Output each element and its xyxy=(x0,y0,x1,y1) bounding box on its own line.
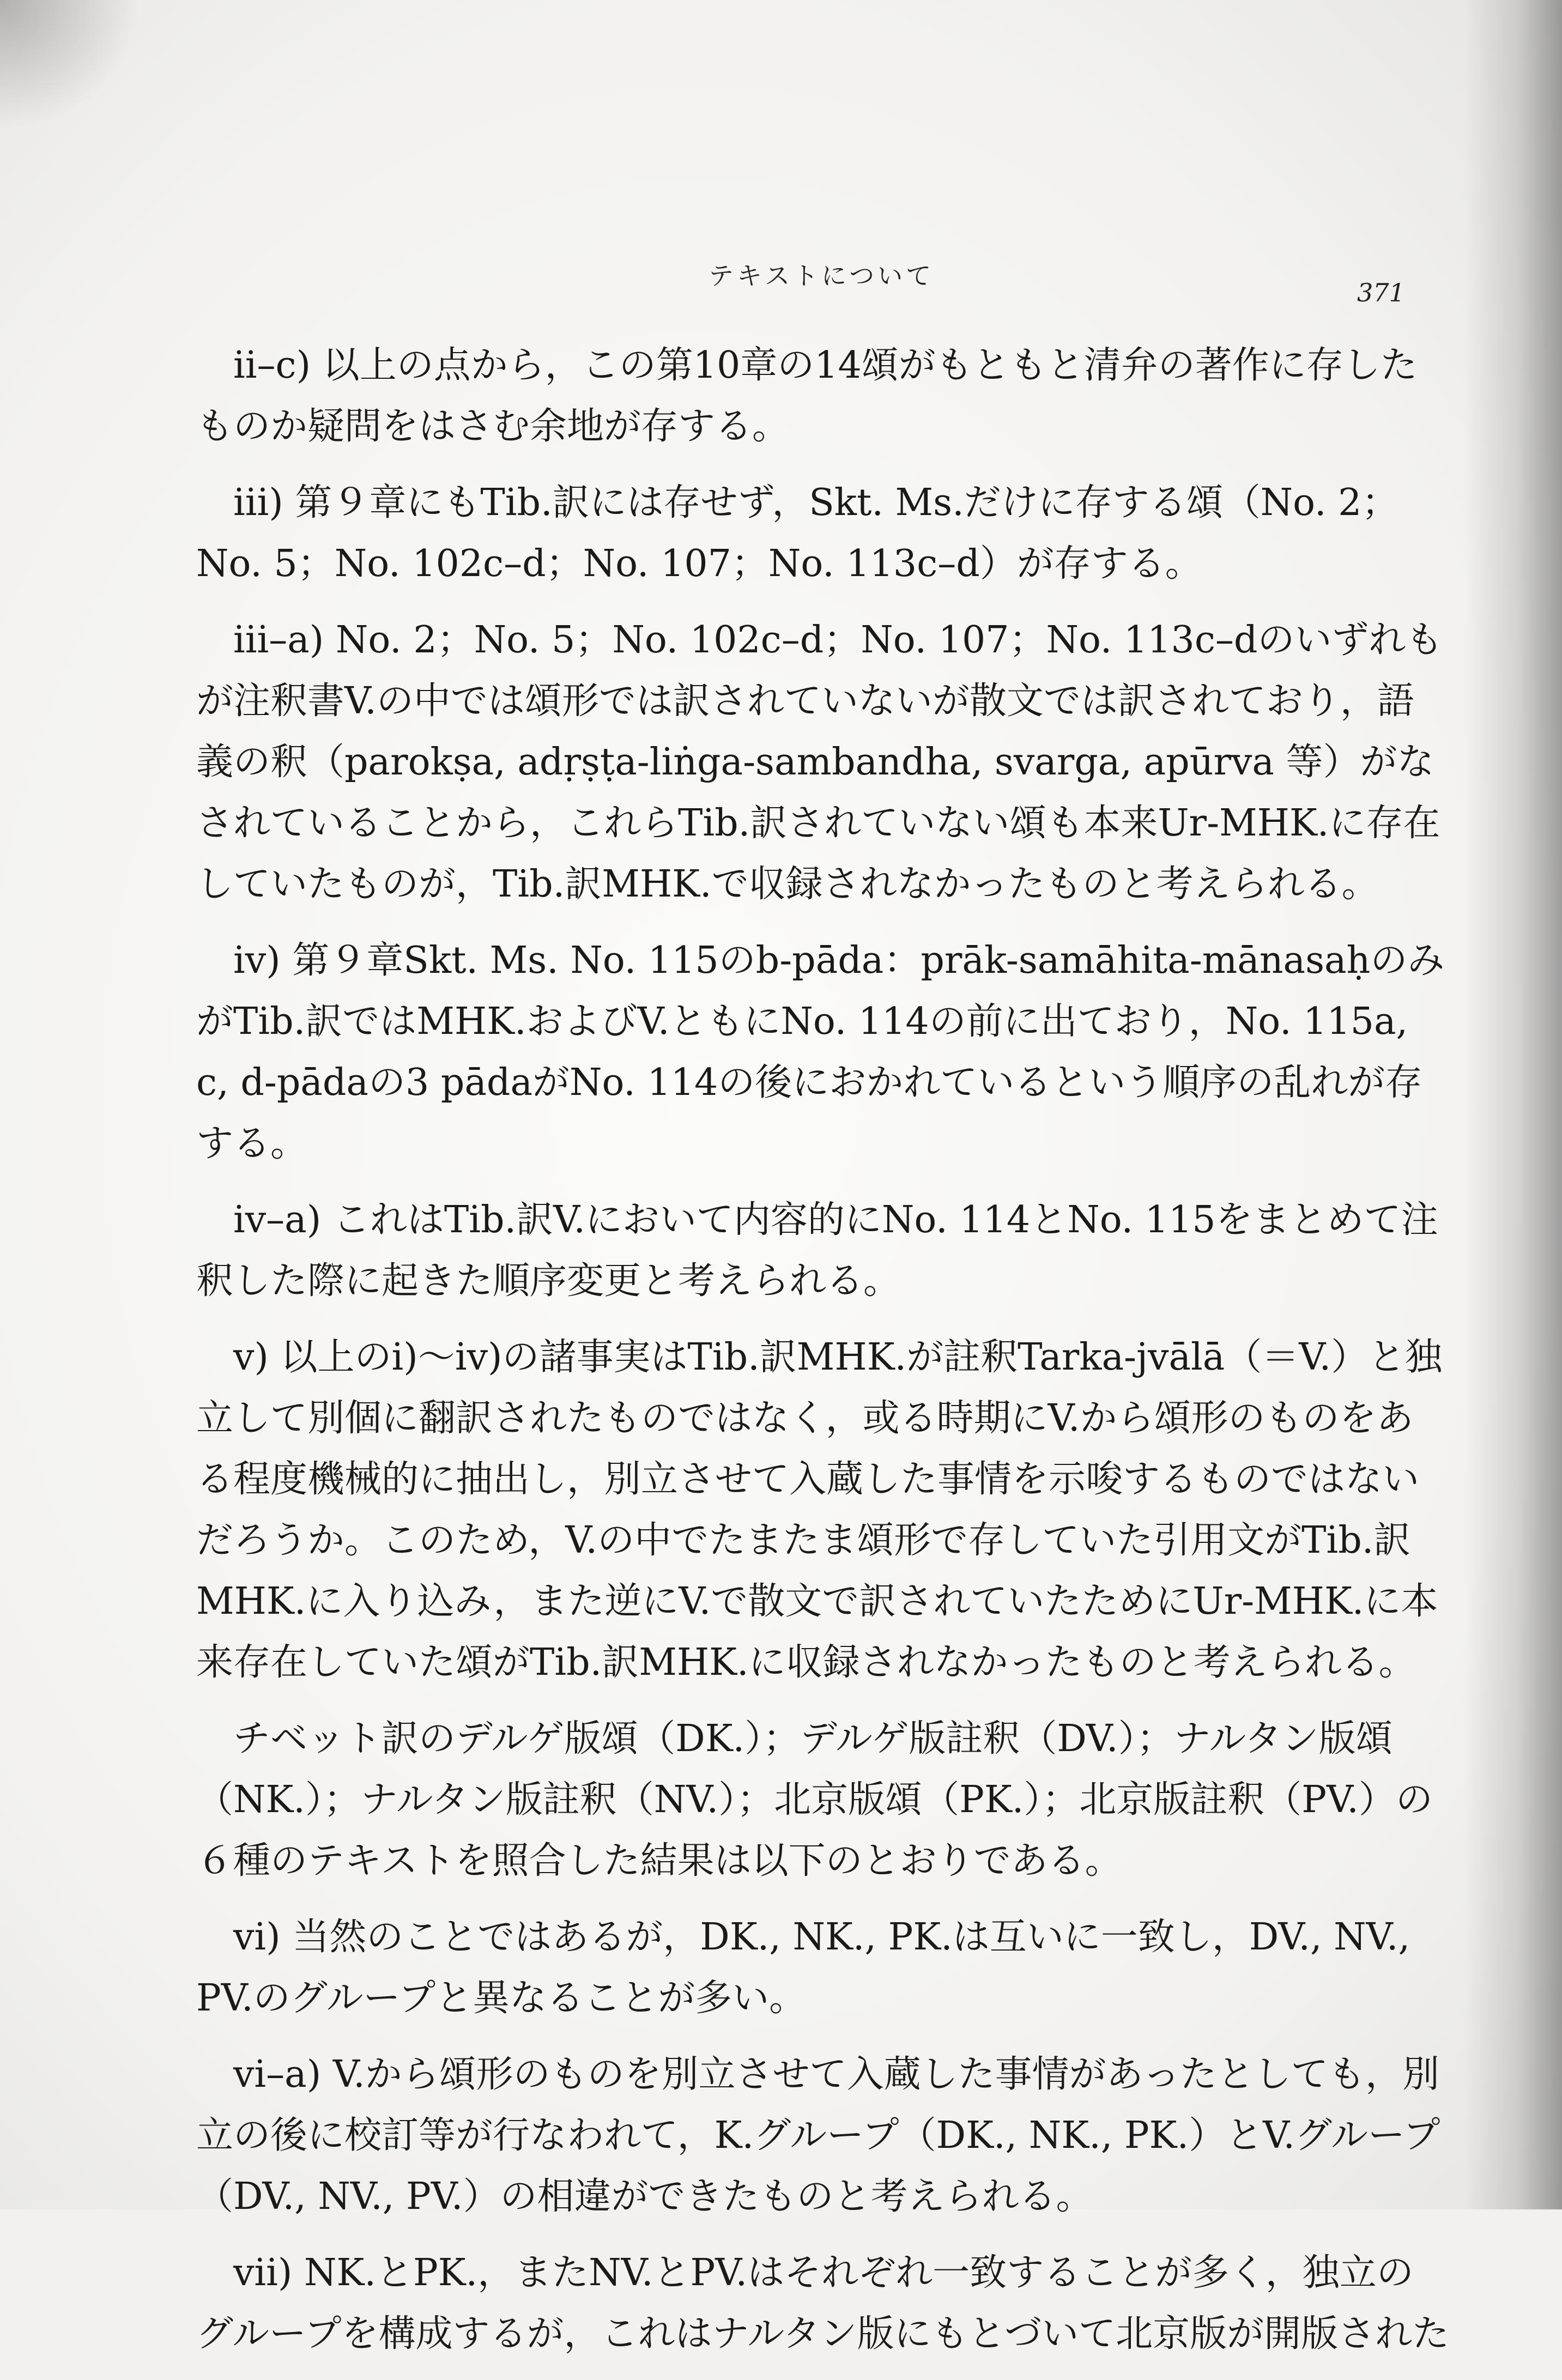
paragraph-iv: iv) 第９章Skt. Ms. No. 115のb-pāda：prāk-samāhita-mānasaḥのみがTib.訳ではMHK.およびV.ともにNo. 114の前に出ており，No. 115a, c, d-pādaの3 pādaがNo. 114の後におかれているという順序の乱れが存する。 xyxy=(196,939,1445,1165)
paragraph-iii-a: iii–a) No. 2；No. 5；No. 102c–d；No. 107；No. 113c–dのいずれもが注釈書V.の中では頌形では訳されていないが散文では訳されており，語義の釈（parokṣa, adṛṣṭa-liṅga-sambandha, svarga, apūrva 等）がなされていることから，これらTib.訳されていない頌も本来Ur-MHK.に存在していたものが，Tib.訳MHK.で収録されなかったものと考えられる。 xyxy=(196,619,1443,906)
page-number: 371 xyxy=(1357,278,1405,307)
paragraph-v: v) 以上のi)〜iv)の諸事実はTib.訳MHK.が註釈Tarka-jvālā（＝V.）と独立して別個に翻訳されたものではなく，或る時期にV.から頌形のものをある程度機械的に抽出し，別立させて入蔵した事情を示唆するものではないだろうか。このため，V.の中でたまたま頌形で存していた引用文がTib.訳MHK.に入り込み，また逆にV.で散文で訳されていたためにUr-MHK.に本来存在していた頌がTib.訳MHK.に収録されなかったものと考えられる。 xyxy=(196,1336,1443,1684)
paragraph-iv-a: iv–a) これはTib.訳V.において内容的にNo. 114とNo. 115をまとめて注釈した際に起きた順序変更と考えられる。 xyxy=(196,1198,1438,1303)
paragraph-vi: vi) 当然のことではあるが，DK., NK., PK.は互いに一致し，DV., NV., PV.のグループと異なることが多い。 xyxy=(196,1916,1410,2020)
paragraph-iii: iii) 第９章にもTib.訳には存せず，Skt. Ms.だけに存する頌（No. 2；No. 5；No. 102c–d；No. 107；No. 113c–d）が存する。 xyxy=(196,481,1399,585)
paragraph-ii-c: ii–c) 以上の点から，この第10章の14頌がもともと清弁の著作に存したものか疑問をはさむ余地が存する。 xyxy=(196,344,1418,448)
page-body xyxy=(196,335,1450,2380)
paragraph-vi-a: vi–a) V.から頌形のものを別立させて入蔵した事情があったとしても，別立の後に校訂等が行なわれて，K.グループ（DK., NK., PK.）とV.グループ（DV., NV., PV.）の相違ができたものと考えられる。 xyxy=(196,2053,1440,2218)
scan-shadow-edge xyxy=(1464,0,1562,2209)
running-head: テキストについて xyxy=(709,261,935,290)
paragraph-tibetan-texts: チベット訳のデルゲ版頌（DK.）；デルゲ版註釈（DV.）；ナルタン版頌（NK.）；ナルタン版註釈（NV.）；北京版頌（PK.）；北京版註釈（PV.）の６種のテキストを照合した結果は以下のとおりである。 xyxy=(196,1717,1433,1882)
paragraph-vii: vii) NK.とPK.，またNV.とPV.はそれぞれ一致することが多く，独立のグループを構成するが，これはナルタン版にもとづいて北京版が開版された xyxy=(196,2251,1450,2355)
scan-shadow-corner xyxy=(0,0,142,131)
